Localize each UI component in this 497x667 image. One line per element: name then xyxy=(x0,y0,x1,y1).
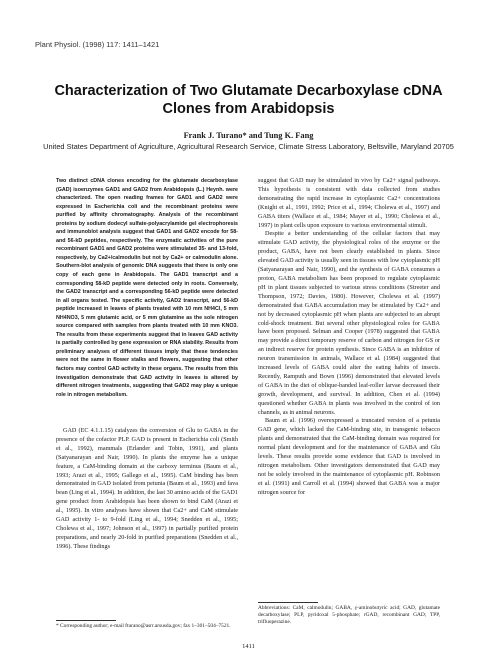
right-column xyxy=(258,177,440,498)
abstract-text: Two distinct cDNA clones encoding for the glutamate decarboxylase (GAD) isoenzymes GAD1 and GAD2 from Arabidopsis (L.) Heynh. were characterized. The open reading frames for GAD1 and GAD2 were expressed in Escherichia coli and the recombinant proteins were purified by affinity chromatography. Analysis of the recombinant proteins by sodium dodecyl sulfate-polyacrylamide gel electrophoresis and immunoblot analysis suggest that GAD1 and GAD2 encode for 58- and 56-kD peptides, respectively. The enzymatic activities of the pure recombinant GAD1 and GAD2 proteins were stimulated 35- and 13-fold, respectively, by Ca2+/calmodulin but not by Ca2+ or calmodulin alone. Southern-blot analysis of genomic DNA suggests that there is only one copy of each gene in Arabidopsis. The GAD1 transcript and a corresponding 58-kD peptide were detected only in roots. Conversely, the GAD2 transcript and a corresponding 56-kD peptide were detected in all organs tested. The specific activity, GAD2 transcript, and 56-kD peptide increased in leaves of plants treated with 10 mm NH4Cl, 5 mm NH4NO3, 5 mm glutamic acid, or 5 mm glutamine as the sole nitrogen source compared with samples from plants treated with 10 mm KNO3. The results from these experiments suggest that in leaves GAD activity is partially controlled by gene expression or RNA stability. Results from preliminary analyses of different tissues imply that these tendencies were not the same in flower stalks and flowers, suggesting that other factors may control GAD activity in these organs. The results from this investigation demonstrate that GAD activity in leaves is altered by different nitrogen treatments, suggesting that GAD2 may play a unique role in nitrogen metabolism. xyxy=(56,178,238,398)
corresponding-author-footnote: * Corresponding author; e-mail fturano@asrr.arsusda.gov; fax 1–301–504–7521. xyxy=(56,623,231,629)
introduction-left-column xyxy=(56,427,238,552)
right-paragraph-2: Despite a better understanding of the cellular factors that may stimulate GAD activity, the physiological roles of the enzyme or the product, GABA, have not been clearly established in plants. Since elevated GAD activity is usually seen in tissues with low cytoplasmic pH (Satyanarayan and Nair, 1990), and the synthesis of GABA consumes a proton, GABA metabolism has been proposed to regulate cytoplasmic pH in plant tissues subjected to various stress conditions (Streeter and Thompson, 1972; Davies, 1980). However, Cholewa et al. (1997) demonstrated that GABA accumulation may be stimulated by Ca2+ and not by decreased cytoplasmic pH when plants are subjected to an abrupt cold-shock treatment. But several other physiological roles for GABA have been proposed. Selman and Cooper (1978) suggested that GABA may provide a direct temporary reserve of carbon and nitrogen for GS or an indirect reserve for protein synthesis. Since GABA is an inhibitor of neuron transmission in animals, Wallace et al. (1984) suggested that increased levels of GABA could alter the eating habits of insects. Recently, Ramputh and Bown (1996) demonstrated that elevated levels of GABA in the diet of oblique-banded leaf-roller larvae decreased their growth, development, and survival. In addition, Chen et al. (1994) questioned whether GABA in plants was involved in the control of ion channels, as in animal neurons. xyxy=(258,230,440,416)
author-list: Frank J. Turano* and Tung K. Fang xyxy=(183,131,314,140)
footnote-rule-right xyxy=(258,602,318,603)
abstract xyxy=(56,177,238,399)
page-number: 1411 xyxy=(242,643,255,650)
paper-title: Characterization of Two Glutamate Decarboxylase cDNA Clones from Arabidopsis xyxy=(54,83,443,117)
right-paragraph-3: Baum et al. (1996) overexpressed a truncated version of a petunia GAD gene, which lacked the CaM-binding site, in transgenic tobacco plants and demonstrated that the CaM-binding domain was required for normal plant development and for the maintenance of GABA and Glu levels. These results provide some evidence that GAD is involved in nitrogen metabolism. Other investigators demonstrated that GAD may not be solely involved in the maintenance of cytoplasmic pH. Robinson et al. (1991) and Carroll et al. (1994) showed that GABA was a major nitrogen source for xyxy=(258,417,440,496)
footnote-rule-left xyxy=(56,620,116,621)
intro-paragraph: GAD (EC 4.1.1.15) catalyzes the conversion of Glu to GABA in the presence of the cofactor PLP. GAD is present in Escherichia coli (Smith et al., 1992), mammals (Erlander and Tobin, 1991), and plants (Satyanarayan and Nair, 1990). In plants the enzyme has a unique feature, a CaM-binding domain at the carboxy terminus (Baum et al., 1993; Arazi et al., 1995; Gallego et al., 1995). CaM binding has been demonstrated in GAD isolated from petunia (Baum et al., 1993) and fava bean (Ling et al., 1994). In addition, the last 30 amino acids of the GAD1 gene product from Arabidopsis has been shown to bind CaM (Arazi et al., 1995). In vitro analyses have shown that Ca2+ and CaM stimulate GAD activity 1- to 9-fold (Ling et al., 1994; Snedden et al., 1995; Cholewa et al., 1997; Johnson et al., 1997) in partially purified protein preparations, and nearly 20-fold in purified preparations (Snedden et al., 1996). These findings xyxy=(56,427,238,550)
right-paragraph-1: suggest that GAD may be stimulated in vivo by Ca2+ signal pathways. This hypothesis is consistent with data collected from studies demonstrating the rapid increase in cytoplasmic Ca2+ concentrations (Knight et al., 1991, 1992; Price et al., 1994; Cholewa et al., 1997) and GABA titers (Wallace et al., 1984; Mayer et al., 1990; Cholewa et al., 1997) in plant cells upon exposure to various environmental stimuli. xyxy=(258,177,440,229)
journal-citation: Plant Physiol. (1998) 117: 1411–1421 xyxy=(35,40,160,49)
abbreviations-footnote: Abbreviations: CaM, calmodulin; GABA, γ-aminobutyric acid; GAD, glutamate decarboxylase; PLP, pyridoxal 5-phosphate; rGAD, recombinant GAD; TPP, trifluoperazine. xyxy=(258,605,440,625)
affiliation: United States Department of Agriculture, Agricultural Research Service, Climate Stress Laboratory, Beltsville, Maryland 20705 xyxy=(43,142,454,151)
